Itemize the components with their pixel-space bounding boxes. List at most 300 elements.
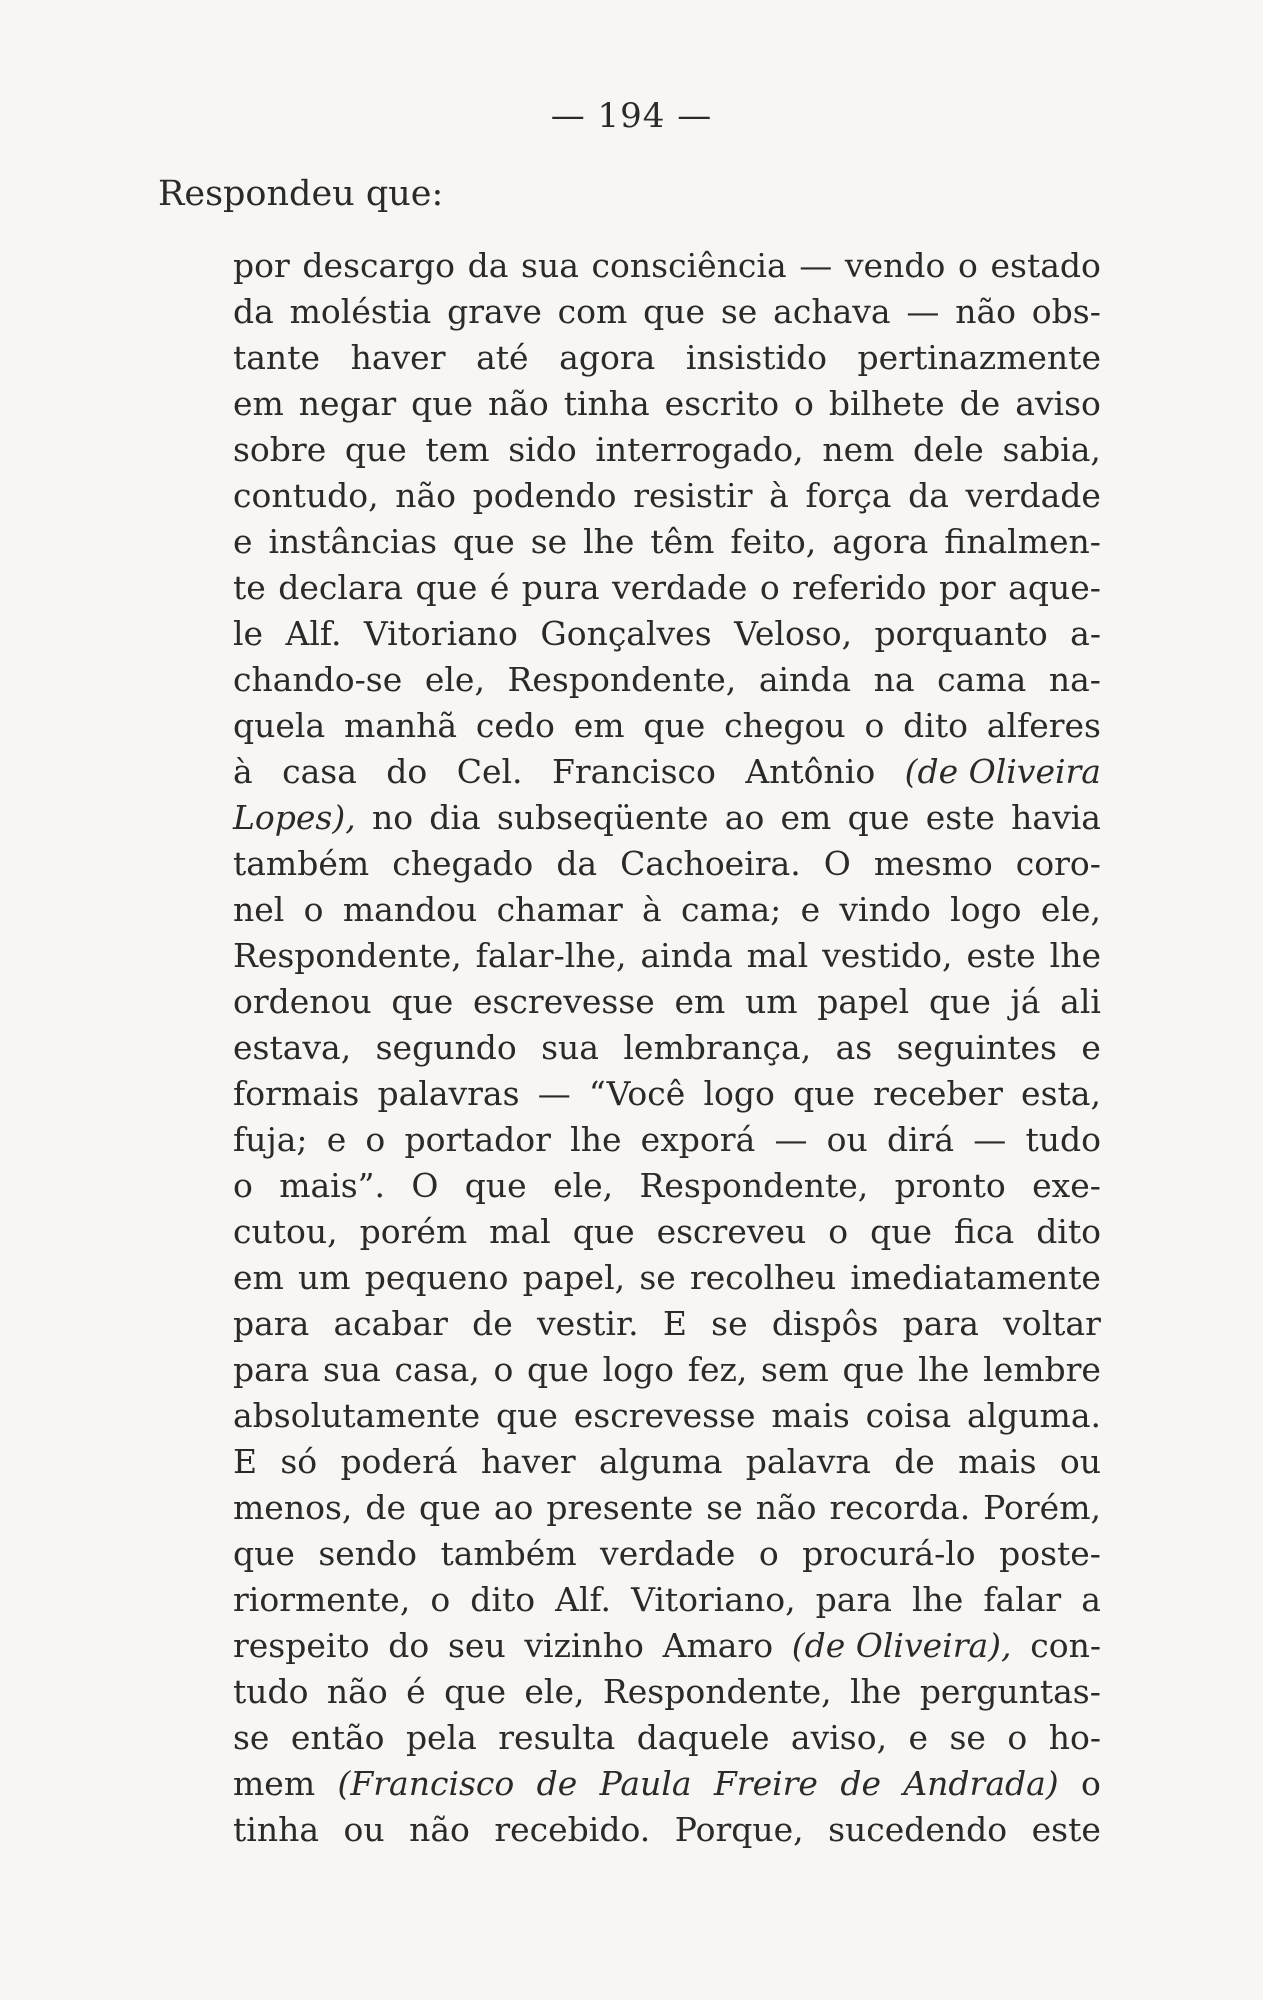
word: que (411, 384, 474, 423)
word: interrogado, (595, 430, 804, 469)
word: alguma (598, 1442, 723, 1481)
word: — (906, 292, 940, 331)
word: insistido (685, 338, 827, 377)
word: porquanto (874, 614, 1048, 653)
word: que (527, 1350, 589, 1389)
word: resulta (498, 1718, 616, 1757)
word: fica (954, 1212, 1015, 1251)
word: mandou (342, 890, 478, 929)
word: receber (873, 1074, 1003, 1113)
word: o (365, 1120, 386, 1159)
word: daquele (636, 1718, 770, 1757)
text-line (233, 1163, 1101, 1209)
word: Amaro (662, 1626, 774, 1665)
word: vestir. (537, 1304, 639, 1343)
word: exporá (640, 1120, 756, 1159)
word: Cachoeira. (620, 844, 801, 883)
word: na (873, 660, 915, 699)
word: do (386, 752, 428, 791)
word: Porque, (674, 1810, 804, 1849)
text-line (233, 611, 1101, 657)
word: Vitoriano (363, 614, 518, 653)
word: de (894, 1442, 935, 1481)
word: é (406, 1672, 426, 1711)
text-line (233, 841, 1101, 887)
word: feito, (730, 522, 817, 561)
word: ele, (553, 1166, 614, 1205)
text-line (233, 795, 1101, 841)
word: que (793, 1074, 855, 1113)
word: se (639, 1258, 676, 1297)
word: vizinho (524, 1626, 644, 1665)
word: resistir (633, 476, 753, 515)
word: Cel. (456, 752, 523, 791)
word: portador (404, 1120, 551, 1159)
word: também (440, 1534, 577, 1573)
word: este (1031, 1810, 1101, 1849)
word: Alf. (555, 1580, 612, 1619)
word: não (487, 384, 549, 423)
word: tinha (233, 1810, 319, 1849)
word: coisa (865, 1396, 952, 1435)
word: já (1010, 982, 1041, 1021)
word: ainda (758, 660, 852, 699)
word: esta, (1021, 1074, 1101, 1113)
text-line (233, 657, 1101, 703)
text-line (233, 1669, 1101, 1715)
word: por (938, 568, 996, 607)
word: finalmen- (944, 522, 1101, 561)
word: subseqüente (496, 798, 709, 837)
word: em (233, 384, 284, 423)
intro-line: Respondeu que: (158, 174, 444, 214)
word: sua (521, 246, 579, 285)
word: ordenou (233, 982, 372, 1021)
word: ali (1060, 982, 1101, 1021)
word: alguma. (966, 1396, 1101, 1435)
word: coro- (1015, 844, 1101, 883)
word: sua (322, 1350, 381, 1389)
word: para (233, 1304, 310, 1343)
word: Respondente, (507, 660, 737, 699)
word: con- (1030, 1626, 1101, 1665)
word: aque- (1008, 568, 1101, 607)
word: segundo (375, 1028, 517, 1067)
word: na- (1048, 660, 1101, 699)
word: verdade (612, 568, 748, 607)
text-line (233, 1071, 1101, 1117)
word: O (823, 844, 851, 883)
word: sobre (233, 430, 327, 469)
word: por (233, 246, 290, 285)
word: descargo (302, 246, 455, 285)
text-line (233, 933, 1101, 979)
word: e (326, 1120, 347, 1159)
word: que (847, 798, 910, 837)
word: o (430, 1580, 451, 1619)
word: se (711, 1304, 748, 1343)
word: de (959, 384, 1001, 423)
word: perguntas- (919, 1672, 1101, 1711)
word: sabia, (1002, 430, 1101, 469)
word: alferes (986, 706, 1101, 745)
word: em (233, 1258, 284, 1297)
word: Lopes), (233, 798, 356, 837)
text-line (233, 703, 1101, 749)
word: negar (298, 384, 397, 423)
word: formais (233, 1074, 360, 1113)
word: o (758, 1534, 779, 1573)
word: o (759, 568, 780, 607)
word: chegado (392, 844, 534, 883)
word: “Você (588, 1074, 686, 1113)
word: pequeno (364, 1258, 509, 1297)
word: nel (233, 890, 285, 929)
word: cedo (475, 706, 555, 745)
word: absolutamente (233, 1396, 481, 1435)
word: agora (559, 338, 656, 377)
word: acabar (333, 1304, 448, 1343)
word: instâncias (268, 522, 438, 561)
word: sendo (318, 1534, 418, 1573)
word: não (326, 1672, 388, 1711)
word: presente (546, 1488, 694, 1527)
word: este (966, 936, 1036, 975)
word: à (642, 890, 662, 929)
word: aviso, (790, 1718, 888, 1757)
word: têm (650, 522, 715, 561)
word: Alf. (285, 614, 342, 653)
word: (Francisco (337, 1764, 515, 1803)
word: mesmo (873, 844, 993, 883)
word: do (388, 1626, 430, 1665)
word: de (472, 1304, 513, 1343)
word: dia (429, 798, 481, 837)
word: que (391, 982, 454, 1021)
word: é (489, 568, 510, 607)
word: da (556, 844, 598, 883)
word: que (928, 982, 991, 1021)
text-line (233, 1623, 1101, 1669)
word: aviso (1015, 384, 1101, 423)
word: — (973, 1120, 1007, 1159)
word: dispôs (771, 1304, 879, 1343)
word: — (799, 246, 833, 285)
word: fuja; (233, 1120, 308, 1159)
word: dito (1036, 1212, 1101, 1251)
word: lhe (1049, 936, 1101, 975)
word: ele, (424, 660, 485, 699)
word: lhe (911, 1580, 964, 1619)
word: logo (703, 1074, 775, 1113)
word: Antônio (745, 752, 876, 791)
text-line (233, 1393, 1101, 1439)
word: não (395, 476, 457, 515)
word: seu (447, 1626, 506, 1665)
word: que (643, 292, 706, 331)
word: lhe (570, 1120, 622, 1159)
word: chamar (496, 890, 623, 929)
word: escreveu (656, 1212, 807, 1251)
word: dito (470, 1580, 536, 1619)
word: pronto (894, 1166, 1006, 1205)
word: ao (493, 1488, 534, 1527)
text-line (233, 1255, 1101, 1301)
word: obs- (1031, 292, 1101, 331)
word: da (233, 292, 274, 331)
testimony-paragraph (233, 243, 1101, 1853)
word: para (233, 1350, 310, 1389)
word: grave (447, 292, 542, 331)
text-line (233, 1439, 1101, 1485)
word: cama; (681, 890, 782, 929)
text-line (233, 1209, 1101, 1255)
word: lhe (850, 1672, 902, 1711)
text-line (233, 1347, 1101, 1393)
word: o (493, 1350, 514, 1389)
word: então (290, 1718, 385, 1757)
word: referido (792, 568, 927, 607)
word: Respondente, (639, 1166, 869, 1205)
word: da (467, 246, 509, 285)
word: e (800, 890, 821, 929)
word: falar-lhe, (475, 936, 627, 975)
word: que (444, 1672, 506, 1711)
word: seguintes (896, 1028, 1057, 1067)
word: recolheu (689, 1258, 837, 1297)
text-line (233, 979, 1101, 1025)
word: pertinazmente (857, 338, 1101, 377)
word: de (365, 1488, 406, 1527)
word: à (233, 752, 253, 791)
word: se (530, 522, 568, 561)
word: contudo, (233, 476, 379, 515)
word: riormente, (233, 1580, 411, 1619)
word: verdade (600, 1534, 736, 1573)
word: de (536, 1764, 578, 1803)
word: poste- (999, 1534, 1101, 1573)
text-line (233, 1301, 1101, 1347)
word: Andrada) (903, 1764, 1059, 1803)
word: ou (1059, 1442, 1101, 1481)
word: lhe (583, 522, 635, 561)
word: mem (233, 1764, 316, 1803)
word: tudo (1025, 1120, 1101, 1159)
text-line (233, 473, 1101, 519)
word: O (411, 1166, 439, 1205)
word: se (233, 1718, 270, 1757)
word: haver (480, 1442, 576, 1481)
word: não (955, 292, 1016, 331)
word: lembre (983, 1350, 1101, 1389)
word: cutou, (233, 1212, 338, 1251)
word: o (828, 1212, 849, 1251)
word: escrevesse (472, 982, 655, 1021)
text-line (233, 427, 1101, 473)
word: lembrança, (623, 1028, 812, 1067)
word: le (233, 614, 264, 653)
word: vindo (839, 890, 931, 929)
word: dele (913, 430, 984, 469)
word: dito (903, 706, 968, 745)
word: nem (822, 430, 895, 469)
word: declara (278, 568, 404, 607)
word: a (1081, 1580, 1101, 1619)
word: mais (771, 1396, 850, 1435)
word: bilhete (828, 384, 945, 423)
word: ou (343, 1810, 385, 1849)
word: o (1007, 1718, 1028, 1757)
word: (de Oliveira), (791, 1626, 1012, 1665)
word: Veloso, (734, 614, 853, 653)
word: Respondente, (602, 1672, 832, 1711)
word: tinha (563, 384, 650, 423)
word: pela (405, 1718, 477, 1757)
word: para (902, 1304, 979, 1343)
word: que (233, 1534, 295, 1573)
word: exe- (1032, 1166, 1101, 1205)
word: que (572, 1212, 635, 1251)
word: ele, (524, 1672, 585, 1711)
text-line (233, 243, 1101, 289)
word: logo (602, 1350, 675, 1389)
word: também (233, 844, 370, 883)
text-line (233, 1761, 1101, 1807)
word: de (840, 1764, 881, 1803)
word: que (418, 1488, 481, 1527)
word: imediatamente (850, 1258, 1101, 1297)
word: E (662, 1304, 687, 1343)
word: escrevesse (573, 1396, 756, 1435)
word: sua (541, 1028, 599, 1067)
word: poderá (340, 1442, 458, 1481)
word: manhã (343, 706, 458, 745)
text-line (233, 1117, 1101, 1163)
word: para (815, 1580, 892, 1619)
text-line (233, 1715, 1101, 1761)
word: o (794, 384, 814, 423)
word: estado (990, 246, 1101, 285)
word: e (233, 522, 253, 561)
word: moléstia (289, 292, 432, 331)
word: que (415, 568, 478, 607)
word: palavras (377, 1074, 520, 1113)
word: tudo (233, 1672, 309, 1711)
text-line (233, 749, 1101, 795)
word: que (643, 706, 706, 745)
word: que (452, 522, 515, 561)
word: o (957, 246, 978, 285)
page-number: — 194 — (550, 96, 713, 136)
word: em (573, 706, 625, 745)
text-line (233, 1025, 1101, 1071)
word: a- (1070, 614, 1101, 653)
word: em (674, 982, 726, 1021)
word: mal (489, 1212, 551, 1251)
word: voltar (1003, 1304, 1101, 1343)
word: — (774, 1120, 808, 1159)
word: palavra (745, 1442, 871, 1481)
word: que (464, 1166, 527, 1205)
word: logo (950, 890, 1022, 929)
word: haver (350, 338, 446, 377)
word: Gonçalves (540, 614, 712, 653)
word: Paula (599, 1764, 692, 1803)
word: da (908, 476, 949, 515)
text-line (233, 335, 1101, 381)
word: que (842, 1350, 905, 1389)
word: com (557, 292, 628, 331)
word: se (706, 1488, 743, 1527)
word: força (805, 476, 892, 515)
word: ho- (1048, 1718, 1101, 1757)
word: Freire (713, 1764, 818, 1803)
word: casa (282, 752, 357, 791)
word: à (769, 476, 789, 515)
text-line (233, 565, 1101, 611)
word: dirá (886, 1120, 955, 1159)
word: um (745, 982, 798, 1021)
word: e (908, 1718, 929, 1757)
word: mais”. (279, 1166, 386, 1205)
word: fez, (687, 1350, 748, 1389)
word: ainda (640, 936, 733, 975)
word: casa, (394, 1350, 480, 1389)
text-line (233, 289, 1101, 335)
word: — (537, 1074, 571, 1113)
word: porém (359, 1212, 468, 1251)
word: só (280, 1442, 318, 1481)
word: havia (1011, 798, 1101, 837)
word: mal (746, 936, 809, 975)
word: pura (521, 568, 600, 607)
word: E (233, 1442, 258, 1481)
word: o (864, 706, 885, 745)
word: vestido, (822, 936, 953, 975)
word: o (303, 890, 324, 929)
word: Vitoriano, (631, 1580, 796, 1619)
word: achava (773, 292, 891, 331)
word: e (1081, 1028, 1101, 1067)
word: se (720, 292, 758, 331)
word: tante (233, 338, 320, 377)
word: Porém, (983, 1488, 1101, 1527)
word: este (925, 798, 995, 837)
text-line (233, 1577, 1101, 1623)
word: que (870, 1212, 933, 1251)
word: agora (832, 522, 929, 561)
word: verdade (965, 476, 1101, 515)
word: respeito (233, 1626, 370, 1665)
word: sido (508, 430, 577, 469)
word: vendo (844, 246, 946, 285)
word: mais (958, 1442, 1037, 1481)
word: ao (724, 798, 765, 837)
word: recebido. (494, 1810, 651, 1849)
word: consciência (591, 246, 787, 285)
word: até (476, 338, 529, 377)
word: papel (817, 982, 910, 1021)
word: sem (761, 1350, 829, 1389)
text-line (233, 887, 1101, 933)
word: em (780, 798, 832, 837)
word: não (755, 1488, 817, 1527)
word: o (233, 1166, 253, 1205)
word: que (344, 430, 407, 469)
word: não (409, 1810, 470, 1849)
word: cama (937, 660, 1027, 699)
text-line (233, 1485, 1101, 1531)
